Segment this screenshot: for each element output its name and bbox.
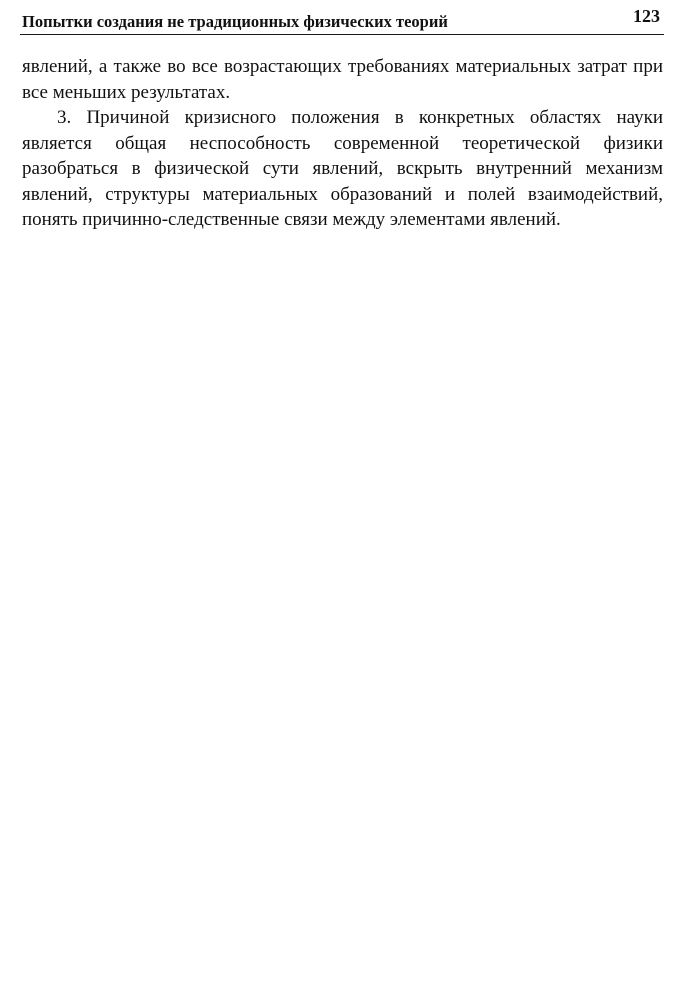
- page-number: 123: [633, 6, 660, 26]
- running-title: Попытки создания не традиционных физических теорий: [22, 12, 448, 31]
- header-divider: [20, 34, 664, 35]
- body-text: [22, 54, 663, 233]
- page-header: [22, 6, 662, 32]
- paragraph-item-3: 3. Причиной кризисного положения в конкретных областях науки является общая неспособность современной теоретической физики разобраться в физической сути явлений, вскрыть внутренний механизм явлений, структуры материальных образований и полей взаимодействий, понять причинно-следственные связи между элементами явлений.: [22, 107, 663, 230]
- paragraph-continuation: явлений, а также во все возрастающих требованиях материальных затрат при все меньших результатах.: [22, 56, 663, 103]
